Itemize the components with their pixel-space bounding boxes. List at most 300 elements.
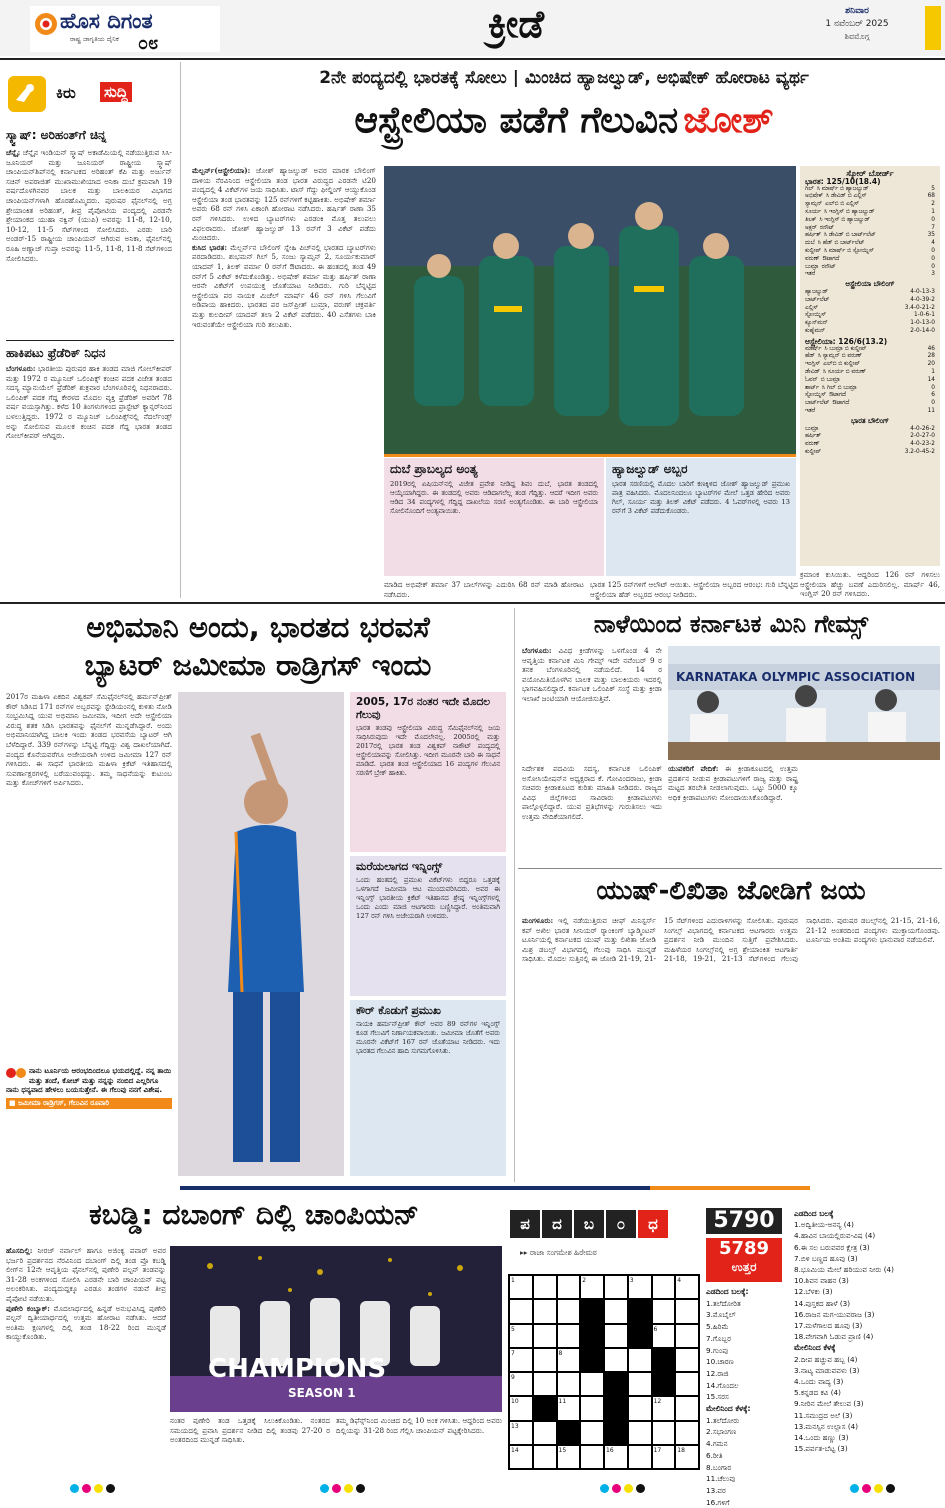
clue-item: 9.ಗುಂಪು <box>706 1345 729 1355</box>
headline-part2: ಜೋಶ್ <box>683 100 774 141</box>
clue-item: 10.ಚಾರಣ <box>706 1357 734 1367</box>
crossword-cell[interactable] <box>557 1299 581 1323</box>
crossword-cell[interactable] <box>675 1372 699 1396</box>
yush-body: ಇಲ್ಲಿ ನಡೆಯುತ್ತಿರುವ ಚೀಫ್ ಮಿನಿಸ್ಟರ್ಸ್ ಕಪ್ ಅಖಿಲ ಭಾರತ ಸೀನಿಯರ್ ರ‍್ಯಾಂಕಿಂಗ್ ಬ್ಯಾಡ್ಮಿಂಟನ್ ಟೂರ್ನಿಯಲ್ಲಿ ಕರ್ನಾಟಕದ ಯುಷ್ ಮತ್ತು ಲಿಖಿತಾ ಜೋಡಿ ಮಿಶ್ರ ಡಬಲ್ಸ್ ವಿಭಾಗದಲ್ಲಿ ಗೆಲುವು ಸಾಧಿಸಿ ಮುನ್ನಡೆ ಸಾಧಿಸಿತು. ಮೊದಲ ಸುತ್ತಿನಲ್ಲಿ ಈ ಜೋಡಿ 21-19, 21-15 ಸೆಟ್‌ಗಳಿಂದ ಎದುರಾಳಿಗಳನ್ನು ಸೋಲಿಸಿತು. ಪುರುಷರ ಸಿಂಗಲ್ಸ್ ವಿಭಾಗದಲ್ಲಿ ಕರ್ನಾಟಕದ ಆಟಗಾರರು ಉತ್ತಮ ಪ್ರದರ್ಶನ ನೀಡಿ ಮುಂದಿನ ಸುತ್ತಿಗೆ ಪ್ರವೇಶಿಸಿದರು. ಮಹಿಳೆಯರ ಸಿಂಗಲ್ಸ್‌ನಲ್ಲಿ ಅಗ್ರ ಶ್ರೇಯಾಂಕಿತ ಆಟಗಾರ್ತಿ 21-18, 19-21, 21-13 ಸೆಟ್‌ಗಳಿಂದ ಗೆಲುವು ಸಾಧಿಸಿದರು. ಪುರುಷರ ಡಬಲ್ಸ್‌ನಲ್ಲಿ 21-15, 21-16, 21-12 ಅಂತರದಿಂದ ಪಂದ್ಯಗಳು ಮುಕ್ತಾಯಗೊಂಡವು. ಟೂರ್ನಿಯ ಅಂತಿಮ ಪಂದ್ಯಗಳು ಭಾನುವಾರ ನಡೆಯಲಿವೆ. <box>522 916 940 964</box>
score-cell: ಬುಮ್ರಾ <box>805 425 819 432</box>
previous-number: 5789 <box>718 1238 770 1259</box>
india-total: ಭಾರತ: 125/10(18.4) <box>805 176 881 186</box>
crossword-cell[interactable] <box>628 1348 652 1372</box>
clue-item: 14.ಒಂದು ಹಣ್ಣು (3) <box>794 1433 849 1443</box>
score-cell: ಇಂಗ್ಲಿಸ್ <box>805 361 821 368</box>
kabaddi-body2: ಮೊದಲಾರ್ಧದಲ್ಲಿ ಹಿನ್ನಡೆ ಅನುಭವಿಸಿದ್ದ ಪುಣೇರಿ ಪಲ್ಟನ್ ದ್ವಿತೀಯಾರ್ಧದಲ್ಲಿ ಉತ್ತಮ ಹೋರಾಟ ನಡೆಸಿತು. ಆದರೆ ಅಂತಿಮ ಕ್ಷಣಗಳಲ್ಲಿ ದಿಲ್ಲಿ ತಂಡ 18-22 ರಿಂದ ಮುನ್ನಡೆ ಕಾಯ್ದುಕೊಂಡಿತು. <box>6 1303 166 1342</box>
crossword-cell[interactable] <box>557 1445 581 1469</box>
score-row <box>805 441 935 449</box>
innings-title: ಮರೆಯಲಾಗದ ಇನ್ನಿಂಗ್ಸ್ <box>356 860 443 873</box>
score-cell: 2-0-27-0 <box>910 433 935 440</box>
score-cell: ಶಾರ್ಟ್ <box>805 384 819 391</box>
jemimah-quote: ನಾನು ಟೂರ್ನಿಯ ಆರಂಭದಿಂದಲೂ ಭಯದಲ್ಲಿದ್ದೆ. ನನ್ನ ತಾಯಿ ಮತ್ತು ತಂದೆ, ಕೋಚ್ ಮತ್ತು ನನ್ನನ್ನು ನಂಬಿದ ಎಲ್ಲರಿಗೂ ನಾನು ಧನ್ಯವಾದ ಹೇಳಲು ಬಯಸುತ್ತೇನೆ. ಈ ಗೆಲುವು ನನಗೆ ವಿಶೇಷ. <box>6 1066 172 1095</box>
cell-number: 12 <box>653 1398 662 1406</box>
cricket-photo <box>384 166 796 454</box>
hazlewood-box-title: ಹ್ಯಾಜಲ್ವುಡ್ ಅಬ್ಬರ <box>612 462 688 476</box>
score-cell <box>818 271 931 279</box>
crossword-block <box>580 1299 604 1323</box>
score-row <box>805 271 935 279</box>
crossword-cell[interactable] <box>628 1421 652 1445</box>
kaur-box <box>350 1000 506 1176</box>
score-cell: 0 <box>931 255 935 262</box>
score-cell: ಹೆಡ್ <box>805 353 815 360</box>
score-cell: ಸಿ ಸೂರ್ಯ ಬಿ ವರುಣ್ <box>822 368 866 375</box>
crossword-cell[interactable] <box>533 1372 557 1396</box>
reg-black-4 <box>886 1484 895 1493</box>
clue-item: 1.ಅದ್ವಿತೀಯ-ಅನನ್ಯ (4) <box>794 1220 854 1230</box>
score-cell: ಸಿ ಇಂಗ್ಲಿಸ್ ಬಿ ಹ್ಯಾಜಲ್ವುಡ್ <box>819 216 870 223</box>
clue-item: 1.ತಲೆದೋರಿತ <box>706 1298 741 1308</box>
score-row <box>805 433 935 441</box>
dube-box <box>384 458 604 576</box>
score-cell: 5 <box>931 185 935 192</box>
paper-tagline: ರಾಷ್ಟ್ರ ಜಾಗೃತಿಯ ದೈನಿಕ <box>70 35 119 43</box>
score-cell: ಬಾರ್ಟ್‌ಲೆಟ್ <box>805 296 830 303</box>
crossword-cell[interactable] <box>652 1421 676 1445</box>
cell-number: 17 <box>653 1446 662 1454</box>
clue-item: 15.ಪರ್ವತ-ಬೆಟ್ಟ (3) <box>794 1444 848 1454</box>
score-cell: ಸಿ ಗಿಲ್ ಬಿ ಬುಮ್ರಾ <box>821 384 857 391</box>
crossword-cell[interactable] <box>580 1275 604 1299</box>
score-row <box>805 369 935 377</box>
crossword-cell[interactable] <box>557 1348 581 1372</box>
score-cell: 4-0-13-3 <box>910 288 935 295</box>
score-cell: ಬಾರ್ಟ್‌ಲೆಟ್ <box>805 400 830 407</box>
reg-cyan-3 <box>600 1484 609 1493</box>
crossword-cell[interactable] <box>533 1275 557 1299</box>
clue-item: 4.ಒಂದು ವಾದ್ಯ (3) <box>794 1377 844 1387</box>
crossword-cell[interactable] <box>675 1299 699 1323</box>
clue-item: 12.ರಾಜಿ <box>706 1368 729 1378</box>
crossword-cell[interactable] <box>675 1396 699 1420</box>
score-row <box>805 312 935 320</box>
score-cell: 20 <box>927 361 935 368</box>
score-cell: ಡೇವಿಡ್ <box>805 368 820 375</box>
score-cell: ಔಟಾಗದೆ <box>822 255 840 262</box>
score-cell: ಗಿಲ್ <box>805 185 814 192</box>
games-story <box>522 646 662 760</box>
score-cell: ಎಲ್‌ಬಿ ಬಿ ಎಲ್ಲಿಸ್ <box>825 201 860 208</box>
clue-item: 1.ತಲೆದೋರು <box>706 1415 740 1425</box>
kabaddi-photo-text: CHAMPIONS <box>208 1354 387 1384</box>
crossword-cell[interactable] <box>533 1348 557 1372</box>
sidebar-brand <box>6 72 174 116</box>
brand-suffix: ಸುದ್ದಿ <box>100 82 132 102</box>
clue-td-title: ಮೇಲಿನಿಂದ ಕೆಳಕ್ಕೆ <box>794 1343 836 1353</box>
crossword-cell[interactable] <box>675 1421 699 1445</box>
first-win-box <box>350 692 506 852</box>
score-cell: ಇತರೆ <box>805 271 816 278</box>
reg-cyan-2 <box>320 1484 329 1493</box>
score-row <box>805 305 935 313</box>
sun-emblem-icon <box>34 12 58 36</box>
prev-td-title: ಮೇಲಿನಿಂದ ಕೆಳಕ್ಕೆ: <box>706 1404 751 1414</box>
score-row <box>805 392 935 400</box>
paper-name: ಹೊಸ ದಿಗಂತ <box>60 9 153 33</box>
issue-day: ಶನಿವಾರ <box>845 6 869 16</box>
crossword-cell[interactable] <box>509 1396 533 1420</box>
score-cell: ರನೌಟ್ <box>819 224 835 231</box>
kabaddi-sub-title: ಪುಣೇರಿ ಕಂಬ್ಯಾಕ್: <box>6 1303 50 1313</box>
cell-number: 7 <box>511 1349 515 1357</box>
score-cell: 7 <box>931 224 935 231</box>
clue-item: 6.ಈ ಸಲ ಬರುವವರ ಕ್ಷೇತ್ರ (3) <box>794 1242 870 1252</box>
yush-dateline: ಮಂಗಳೂರು: <box>522 916 554 925</box>
crossword-cell[interactable] <box>652 1275 676 1299</box>
crossword-cell[interactable] <box>557 1372 581 1396</box>
puzzle-title-letter: ಧ <box>638 1210 668 1238</box>
india-batting-list <box>805 186 935 280</box>
clue-item: 5.ಕನ್ನಡದ ಕವಿ (4) <box>794 1388 841 1398</box>
page-number: ೦೮ <box>138 33 159 54</box>
aus-total: ಆಸ್ಟ್ರೇಲಿಯಾ: 126/6(13.2) <box>805 336 888 346</box>
score-cell: ಸಿ ಸ್ಯಾಮ್ಸನ್ ಬಿ ವರುಣ್ <box>817 353 862 360</box>
reg-yellow-3 <box>624 1484 633 1493</box>
cell-number: 14 <box>511 1446 519 1454</box>
crossword-cell[interactable] <box>604 1324 628 1348</box>
jemimah-photo <box>178 692 344 1176</box>
clue-list <box>794 1208 942 1478</box>
score-cell: 35 <box>927 232 935 239</box>
crossword-block <box>652 1348 676 1372</box>
puzzle-title <box>510 1210 668 1238</box>
cell-number: 5 <box>511 1325 515 1333</box>
dube-box-title: ದುಬೆ ಪ್ರಾಬಲ್ಯದ ಅಂತ್ಯ <box>390 462 478 476</box>
crossword-block <box>628 1299 652 1323</box>
score-cell: ಸಿ ಮಾರ್ಷ್ ಬಿ ಹ್ಯಾಜಲ್ವುಡ್ <box>816 185 869 192</box>
score-cell: ವರುಣ್ <box>805 441 820 448</box>
crossword-cell[interactable] <box>652 1299 676 1323</box>
score-cell: ಅಭಿಷೇಕ್ <box>805 193 824 200</box>
issue-city: ಶಿವಮೊಗ್ಗ <box>844 32 870 41</box>
score-cell: 1 <box>931 368 935 375</box>
score-cell: 3 <box>931 271 935 278</box>
crossword-cell[interactable] <box>675 1445 699 1469</box>
score-cell: 1-0-13-0 <box>910 320 935 327</box>
clue-item: 9.ನೀರಿನ ಮೇಲೆ ತೇಲುವ (3) <box>794 1399 864 1409</box>
main-story-col1 <box>192 166 376 596</box>
main-bottom-b: ಭಾರತ 125 ರನ್‌ಗಳಿಗೆ ಆಲೌಟ್ ಆಯಿತು. ಆಸ್ಟ್ರೇಲಿಯಾ ಅಬ್ಬರದ ಆರಂಭ: ಗುರಿ ಬೆನ್ನಟ್ಟಿದ ಆಸ್ಟ್ರೇಲಿಯಾ ಹೆಡ್ ಅಬ್ಬರದ ಆರಂಭ ನೀಡಿದರು. <box>590 580 798 599</box>
cell-number: 9 <box>511 1374 515 1381</box>
cell-number: 2 <box>582 1277 587 1284</box>
score-cell: ಸಿ ಇಂಗ್ಲಿಸ್ ಬಿ ಹ್ಯಾಜಲ್ವುಡ್ <box>824 208 875 215</box>
score-cell: ಸಿ ಡೇವಿಡ್ ಬಿ ಬಾರ್ಟ್‌ಲೆಟ್ <box>823 232 876 239</box>
puzzle-title-letter: ಪ <box>510 1210 540 1238</box>
main-bottom-a: ಮಾಡಿದ ಅಭಿಷೇಕ್ ಶರ್ಮಾ 37 ಬಾಲ್‌ಗಳನ್ನು ಎದುರಿಸಿ 68 ರನ್ ಮಾಡಿ ಹೋರಾಟ ನಡೆಸಿದರು. <box>384 580 584 599</box>
kabaddi-photo <box>170 1246 502 1412</box>
crossword-cell[interactable] <box>580 1421 604 1445</box>
crossword-cell[interactable] <box>533 1324 557 1348</box>
clue-item: 18.ವೇಗವಾಗಿ ಓಡುವ ಪ್ರಾಣಿ (4) <box>794 1332 874 1342</box>
crossword-cell[interactable] <box>604 1275 628 1299</box>
reg-yellow <box>94 1484 103 1493</box>
score-row <box>805 209 935 217</box>
jemimah-quote-box <box>6 1066 172 1178</box>
section-title: ಕ್ರೀಡೆ <box>488 2 545 46</box>
crossword-cell[interactable] <box>557 1396 581 1420</box>
score-cell: ದುಬೆ <box>805 240 815 247</box>
score-row <box>805 426 935 434</box>
score-cell: ಔಟಾಗದೆ <box>832 400 850 407</box>
games-body3: ಈ ಕ್ರೀಡಾಕೂಟದಲ್ಲಿ ಉತ್ತಮ ಪ್ರದರ್ಶನ ನೀಡುವ ಕ್ರೀಡಾಪಟುಗಳಿಗೆ ರಾಜ್ಯ ಮತ್ತು ರಾಷ್ಟ್ರ ಮಟ್ಟದ ತರಬೇತಿ ನೀಡಲಾಗುವುದು. ಒಟ್ಟು 5000 ಕ್ಕೂ ಅಧಿಕ ಕ್ರೀಡಾಪಟುಗಳು ನೋಂದಾಯಿಸಿಕೊಂಡಿದ್ದಾರೆ. <box>668 764 798 802</box>
score-cell: ಸಿ ಹೆಡ್ ಬಿ ಬಾರ್ಟ್‌ಲೆಟ್ <box>817 240 865 247</box>
score-cell: ರನೌಟ್ <box>821 263 836 270</box>
scorecard <box>800 166 940 566</box>
reg-magenta-4 <box>862 1484 871 1493</box>
crossword-cell[interactable] <box>557 1275 581 1299</box>
cricket-celebration-illustration <box>384 166 796 454</box>
score-cell: ಕುಹ್ನೆಮನ್ <box>805 327 826 334</box>
crossword-cell[interactable] <box>675 1275 699 1299</box>
crossword-cell[interactable] <box>675 1348 699 1372</box>
games-body2-col1 <box>522 764 662 864</box>
headline-part1: ಆಸ್ಟ್ರೇಲಿಯಾ ಪಡೆಗೆ ಗೆಲುವಿನ <box>354 100 679 141</box>
score-row <box>805 408 935 416</box>
puzzle-title-letter: ಬ <box>574 1210 604 1238</box>
crossword-block <box>580 1324 604 1348</box>
score-row <box>805 232 935 240</box>
score-cell: 68 <box>927 193 935 200</box>
clue-item: 17.ಮಳೆಗಾಲದ ಹೂವು (3) <box>794 1321 863 1331</box>
clue-lr-list <box>794 1219 942 1342</box>
score-cell: ಅಕ್ಷರ್ <box>805 224 817 231</box>
reg-black-3 <box>636 1484 645 1493</box>
aus-bowling-title: ಆಸ್ಟ್ರೇಲಿಯಾ ಬೌಲಿಂಗ್ <box>845 280 895 289</box>
score-cell: ಸಿ ಬುಮ್ರಾ ಬಿ ಕುಲ್ದೀಪ್ <box>824 345 867 352</box>
score-cell: 14 <box>927 376 935 383</box>
jemimah-quote-attrib: ■ ಜಮೀಮಾ ರಾಡ್ರಿಗಸ್, ಗೆಲುವಿನ ರೂವಾರಿ <box>6 1098 172 1110</box>
clue-item: 12.ಬೆಳಕು (3) <box>794 1287 833 1297</box>
clue-item: 8.ಭೂಮಿಯ ಮೇಲೆ ಹರಿಯುವ ನೀರು (4) <box>794 1265 894 1275</box>
crossword-cell[interactable] <box>580 1396 604 1420</box>
crossword-cell[interactable] <box>509 1348 533 1372</box>
previous-answer-badge <box>706 1238 782 1282</box>
squash-headline: ಸ್ಕ್ವಾಷ್: ಅರಿಹಂತ್‌ಗೆ ಚಿನ್ನ <box>6 128 107 142</box>
cell-number: 8 <box>558 1349 563 1357</box>
clue-item: 7.ಬಿಳಿ ಬಣ್ಣದ ಹೂವು (3) <box>794 1253 858 1263</box>
crossword-cell[interactable] <box>533 1299 557 1323</box>
score-cell: 0 <box>931 400 935 407</box>
clue-item: 4.ಹಾವಿನ ಬಾಯಲ್ಲಿರುವ-ವಿಷ (4) <box>794 1231 876 1241</box>
score-row <box>805 449 935 457</box>
crossword-cell[interactable] <box>604 1299 628 1323</box>
crossword-cell[interactable] <box>604 1348 628 1372</box>
score-cell: 46 <box>927 345 935 352</box>
score-row <box>805 256 935 264</box>
logo <box>30 6 220 52</box>
jemimah-illustration <box>178 692 344 1176</box>
clue-item: 14.ಪುಸ್ತಕದ ಹಾಳೆ (3) <box>794 1298 851 1308</box>
squash-dateline: ಚೆನ್ನೈ: <box>6 148 21 157</box>
aus-bowling-list <box>805 289 935 336</box>
crossword-cell[interactable] <box>509 1299 533 1323</box>
press-meet-illustration <box>668 646 940 760</box>
crossword-cell[interactable] <box>675 1324 699 1348</box>
cell-number: 10 <box>511 1398 519 1406</box>
score-cell: 4-0-26-2 <box>910 425 935 432</box>
photo-banner: KARNATAKA OLYMPIC ASSOCIATION <box>676 670 916 684</box>
crossword-block <box>604 1421 628 1445</box>
innings-box <box>350 856 506 996</box>
hockey-body: ಭಾರತೀಯ ಪುರುಷರ ಹಾಕಿ ತಂಡದ ಮಾಜಿ ಗೋಲ್‌ಕೀಪರ್ ಮತ್ತು 1972 ರ ಮ್ಯೂನಿಚ್ ಒಲಿಂಪಿಕ್ಸ್ ಕಂಚಿನ ಪದಕ ವಿಜೇತ ತಂಡದ ಸದಸ್ಯ ಮ್ಯಾನುಯೆಲ್ ಫ್ರೆಡೆರಿಕ್ ಶುಕ್ರವಾರ ಬೆಂಗಳೂರಿನಲ್ಲಿ ನಿಧನರಾದರು. ಒಲಿಂಪಿಕ್ ಪದಕ ಗೆದ್ದ ಕೇರಳದ ಮೊದಲ ವ್ಯಕ್ತಿ ಫ್ರೆಡೆರಿಕ್ ಅವರಿಗೆ 78 ವರ್ಷ ವಯಸ್ಸಾಗಿತ್ತು. ಕಳೆದ 10 ತಿಂಗಳುಗಳಿಂದ ಪ್ರಾಸ್ಟೇಟ್ ಕ್ಯಾನ್ಸರ್‌ನಿಂದ ಬಳಲುತ್ತಿದ್ದರು. 1972 ರ ಮ್ಯೂನಿಚ್ ಒಲಿಂಪಿಕ್ಸ್‌ನಲ್ಲಿ ನೆದರ್ಲೆಂಡ್ಸ್ ಅನ್ನು ಸೋಲಿಸುವ ಮೂಲಕ ಕಂಚಿನ ಪದಕ ಗೆದ್ದ ಭಾರತ ತಂಡದ ಗೋಲ್‌ಕೀಪರ್ ಆಗಿದ್ದರು. <box>6 364 172 441</box>
score-row <box>805 346 935 354</box>
crossword-cell[interactable] <box>652 1396 676 1420</box>
puzzle-author-name: ರಾಜಾ ಸಂಗಮೇಶ ಹಿರೇಮಠ <box>529 1248 597 1257</box>
clue-item: 11.ಚೆಲುವು <box>706 1474 736 1484</box>
clue-item: 15.ಸರಸ <box>706 1392 729 1402</box>
score-row <box>805 248 935 256</box>
score-cell: ತಿಲಕ್ <box>805 216 817 223</box>
score-cell: 2-0-14-0 <box>910 327 935 334</box>
cell-number: 18 <box>677 1446 685 1454</box>
games-body: ವಿವಿಧ ಕ್ರೀಡೆಗಳನ್ನು ಒಳಗೊಂಡ 4 ನೇ ಆವೃತ್ತಿಯ ಕರ್ನಾಟಕ ಮಿನಿ ಗೇಮ್ಸ್ ಇದೇ ನವೆಂಬರ್ 9 ರ ತನಕ ಬೆಂಗಳೂರಿನಲ್ಲಿ ನಡೆಯಲಿದೆ. 14 ರ ವಯೋಮಿತಿಯೊಳಗಿನ ಬಾಲಕ ಮತ್ತು ಬಾಲಕಿಯರು ಇದರಲ್ಲಿ ಭಾಗವಹಿಸಲಿದ್ದಾರೆ. ಕರ್ನಾಟಕ ಒಲಿಂಪಿಕ್ ಸಂಸ್ಥೆ ಮತ್ತು ಕ್ರೀಡಾ ಇಲಾಖೆ ಜಂಟಿಯಾಗಿ ಆಯೋಜಿಸುತ್ತಿವೆ. <box>522 646 662 703</box>
score-row <box>805 186 935 194</box>
crossword-cell[interactable] <box>628 1396 652 1420</box>
crossword-cell[interactable] <box>509 1372 533 1396</box>
aus-batting-list <box>805 346 935 416</box>
crossword-cell[interactable] <box>509 1275 533 1299</box>
hazlewood-box-body: ಭಾರತ ಸರಣಿಯಲ್ಲಿ ಮೊದಲ ಬಾರಿಗೆ ಕಣಕ್ಕಿಳಿದ ಜೋಶ್ ಹ್ಯಾಜಲ್ವುಡ್ ಪ್ರಮುಖ ಪಾತ್ರ ವಹಿಸಿದರು. ಮೊದಲನಿಂದಲೂ ಬ್ಯಾಟರ್‌ಗಳ ಮೇಲೆ ಒತ್ತಡ ಹೇರಿದ ಅವರು ಗಿಲ್, ಸೂರ್ಯ ಮತ್ತು ತಿಲಕ್ ವಿಕೆಟ್ ಪಡೆದರು. 4 ಓವರ್‌ಗಳಲ್ಲಿ ಅವರು 13 ರನ್‌ಗೆ 3 ವಿಕೆಟ್ ಪಡೆದುಕೊಂಡರು. <box>612 480 790 515</box>
crossword-cell[interactable] <box>652 1445 676 1469</box>
prev-lr-title: ಎಡದಿಂದ ಬಲಕ್ಕೆ: <box>706 1287 749 1296</box>
games-sub-title: ಯುವಕರಿಗೆ ವೇದಿಕೆ: <box>668 764 719 773</box>
crossword-cell[interactable] <box>580 1372 604 1396</box>
issue-date: 1 ನವೆಂಬರ್ 2025 <box>825 19 889 29</box>
crossword-cell[interactable] <box>533 1421 557 1445</box>
quote-attrib-text: ಜಮೀಮಾ ರಾಡ್ರಿಗಸ್, ಗೆಲುವಿನ ರೂವಾರಿ <box>18 1098 110 1107</box>
cell-number: 16 <box>606 1446 614 1454</box>
crossword-cell[interactable] <box>509 1421 533 1445</box>
kaur-body: ನಾಯಕಿ ಹರ್ಮನ್‌ಪ್ರೀತ್ ಕೌರ್ ಅವರ 89 ರನ್‌ಗಳ ಇನ್ನಿಂಗ್ಸ್ ಕೂಡ ಗೆಲುವಿಗೆ ನಿರ್ಣಾಯಕವಾಯಿತು. ಜಮೀಮಾ ಜೊತೆಗೆ ಅವರು ಮೂರನೇ ವಿಕೆಟ್‌ಗೆ 167 ರನ್ ಜೊತೆಯಾಟ ನೀಡಿದರು. ಇದು ಭಾರತದ ಗೆಲುವಿನ ಹಾದಿ ಸುಗಮಗೊಳಿಸಿತು. <box>356 1020 500 1055</box>
score-cell: 0 <box>931 216 935 223</box>
dube-box-body: 2019ರಲ್ಲಿ ಏಷಿಯನ್‌ನಲ್ಲಿ ವಿಜೇತ ಪ್ರವೇಶ ನೀಡಿದ್ದ ಶಿವಂ ದುಬೆ, ಭಾರತ ತಂಡದಲ್ಲಿ ಆಯ್ಕೆಯಾಗಿದ್ದರು. ಈ ತಂಡದಲ್ಲಿ ಅವರು ಆಡಿದಾಗಲೆಲ್ಲ ತಂಡ ಗೆದ್ದಿತ್ತು. ಆದರೆ ಇದೀಗ ಅವರು ಆಡಿದ 34 ಪಂದ್ಯಗಳಲ್ಲಿ ಗೆದ್ದಿದ್ದ ದಾಖಲೆಯ ಸರಣಿ ಅಂತ್ಯಗೊಂಡಿತು. ಈ ಬಾರಿ ಆಸ್ಟ್ರೇಲಿಯಾ ಸೋಲಿನೊಂದಿಗೆ ಅಂತ್ಯವಾಯಿತು. <box>390 480 598 515</box>
score-row <box>805 377 935 385</box>
crossword-block <box>604 1396 628 1420</box>
crossword-cell[interactable] <box>628 1275 652 1299</box>
clue-item: 16.ರಾಜನ ಮಗ-ಯುವರಾಜ (3) <box>794 1309 875 1319</box>
clue-item: 5.ಹಿರಿಮೆ <box>706 1322 729 1332</box>
hockey-dateline: ಬೆಂಗಳೂರು: <box>6 364 36 373</box>
score-cell: ಸ್ಟೋಯ್ನಿಸ್ <box>805 392 827 399</box>
score-cell: ಕ್ಯೂನ್‌ಮನ್ <box>805 320 828 327</box>
clue-item: 6.ರೀತಿ <box>706 1450 723 1460</box>
jemimah-body: 2017ರ ಮಹಿಳಾ ಏಕದಿನ ವಿಶ್ವಕಪ್ ಸೆಮಿಫೈನಲ್‌ನಲ್ಲಿ ಹರ್ಮನ್‌ಪ್ರೀತ್ ಕೌರ್ ಸಿಡಿಸಿದ 171 ರನ್‌ಗಳ ಅಬ್ಬರವನ್ನು ಸ್ಟೇಡಿಯಂನಲ್ಲಿ ಕುಳಿತು ನೋಡಿ ಸಂಭ್ರಮಿಸಿದ್ದ ಯುವ ಅಭಿಮಾನಿ ಜಮೀಮಾ, ಇದೀಗ ಅದೇ ಆಸ್ಟ್ರೇಲಿಯಾ ವಿರುದ್ಧ ಶತಕ ಸಿಡಿಸಿ ಭಾರತವನ್ನು ಫೈನಲ್‌ಗೆ ಮುನ್ನಡೆಸಿದ್ದಾರೆ. ಅಂದು ಅಭಿಮಾನಿಯಾಗಿದ್ದ ಬಾಲಕಿ ಇಂದು ತಂಡದ ಭರವಸೆಯ ಬ್ಯಾಟರ್ ಆಗಿ ಬೆಳೆದಿದ್ದಾರೆ. 339 ರನ್‌ಗಳನ್ನು ಬೆನ್ನಟ್ಟಿ ಗೆದ್ದಿದ್ದು ವಿಶ್ವ ದಾಖಲೆಯಾಗಿದೆ. ಪಂದ್ಯದ ಕೊನೆಯವರೆಗೂ ಅಜೇಯರಾಗಿ ಉಳಿದ ಜಮೀಮಾ 127 ರನ್ ಗಳಿಸಿದರು. ಈ ಸಾಧನೆ ಭಾರತೀಯ ಮಹಿಳಾ ಕ್ರಿಕೆಟ್ ಇತಿಹಾಸದಲ್ಲಿ ಸುವರ್ಣಾಕ್ಷರಗಳಲ್ಲಿ ಬರೆಯುವಂಥದ್ದು. ತಮ್ಮ ಸಾಧನೆಯನ್ನು ಕುಟುಂಬ ಮತ್ತು ಕೋಚ್‌ಗಳಿಗೆ ಅರ್ಪಿಸಿದರು. <box>6 692 172 788</box>
main-col2-title: ಕುಸಿದ ಭಾರತ: <box>192 242 228 252</box>
cell-number: 4 <box>677 1277 682 1284</box>
score-row <box>805 240 935 248</box>
score-cell: ಬುಮ್ರಾ <box>805 263 819 270</box>
games-extra-col <box>806 764 940 864</box>
crossword-block <box>580 1348 604 1372</box>
score-cell: 0 <box>931 247 935 254</box>
crossword-cell[interactable] <box>628 1445 652 1469</box>
score-cell: ಹ್ಯಾಜಲ್ವುಡ್ <box>805 288 828 295</box>
crossword-cell[interactable] <box>557 1324 581 1348</box>
reg-cyan <box>70 1484 79 1493</box>
hazlewood-box <box>606 458 796 576</box>
score-cell: ಎಲ್‌ಬಿ ಬಿ ಕುಲ್ದೀಪ್ <box>823 361 860 368</box>
score-cell: ವರುಣ್ <box>805 255 820 262</box>
kaur-title: ಕೌರ್ ಕೊಡುಗೆ ಪ್ರಮುಖ <box>356 1004 441 1017</box>
crossword-block <box>652 1372 676 1396</box>
kabaddi-headline: ಕಬಡ್ಡಿ: ದಬಾಂಗ್ ದಿಲ್ಲಿ ಚಾಂಪಿಯನ್ <box>89 1198 419 1231</box>
puzzle-title-letter: ದ <box>542 1210 572 1238</box>
crossword-cell[interactable] <box>652 1324 676 1348</box>
crossword-grid <box>508 1274 700 1470</box>
crossword-block <box>604 1372 628 1396</box>
score-row <box>805 225 935 233</box>
cell-number: 15 <box>558 1446 567 1454</box>
pointing-hand-icon <box>6 74 48 114</box>
score-cell: 3.2-0-45-2 <box>904 448 935 455</box>
crossword-cell[interactable] <box>533 1445 557 1469</box>
kabaddi-body3: ನಂತರ ಪುಣೇರಿ ತಂಡ ಒತ್ತಡಕ್ಕೆ ಸಿಲುಕಿಕೊಂಡಿತು. ನಂತರದ ಸಮಯದಲ್ಲಿ ಪ್ರವಾಸಿ ಪ್ರದರ್ಶನ ನೀಡಿದ ದಿಲ್ಲಿ ತಂಡವು 27-20 ರ ಅಂತರದಿಂದ ಮುನ್ನಡೆ ಸಾಧಿಸಿತು. <box>170 1416 330 1445</box>
score-cell: ಇತರೆ <box>805 407 816 414</box>
crossword-cell[interactable] <box>509 1324 533 1348</box>
reg-yellow-2 <box>344 1484 353 1493</box>
score-row <box>805 201 935 209</box>
jemimah-headline-2: ಬ್ಯಾಟರ್ ಜಮೀಮಾ ರಾಡ್ರಿಗಸ್ ಇಂದು <box>84 648 432 682</box>
reg-black <box>106 1484 115 1493</box>
reg-magenta-3 <box>612 1484 621 1493</box>
clue-item: 7.ಗೊಬ್ಬರ <box>706 1333 732 1343</box>
clue-lr-title: ಎಡದಿಂದ ಬಲಕ್ಕೆ <box>794 1209 834 1218</box>
crossword-cell[interactable] <box>628 1372 652 1396</box>
clue-item: 14.ಗೊಂದಲ <box>706 1380 739 1390</box>
score-cell: ಕುಲ್ದೀಪ್ <box>805 247 821 254</box>
score-cell: 0 <box>931 263 935 270</box>
clue-item: 11.ಸಮುದ್ರದ ಅಲೆ (3) <box>794 1410 853 1420</box>
registration-marks <box>0 1482 945 1495</box>
cell-number: 11 <box>558 1398 567 1406</box>
crossword-cell[interactable] <box>580 1445 604 1469</box>
score-cell: ಹರ್ಷಿತ್ <box>805 433 821 440</box>
clue-item: 13.ಮನಸ್ಸಿನ ಉಲ್ಲಾಸ (4) <box>794 1421 859 1431</box>
reg-magenta-2 <box>332 1484 341 1493</box>
ind-bowling-title: ಭಾರತ ಬೌಲಿಂಗ್ <box>850 416 890 425</box>
score-cell: 0 <box>931 384 935 391</box>
crossword-cell[interactable] <box>604 1445 628 1469</box>
squash-story <box>6 148 172 338</box>
reg-yellow-4 <box>874 1484 883 1493</box>
kabaddi-body4: ತಮ್ಮ ಡಿಫೆನ್ಸ್‌ನಿಂದ ಮಿಂಚಿದ ದಿಲ್ಲಿ 10 ಅಂಕ ಗಳಿಸಿತು. ಆದ್ದರಿಂದ ಅವರು ದಿಲ್ಲಿಯನ್ನು 31-28 ರಿಂದ ಗೆಲ್ಲಿಸಿ ಚಾಂಪಿಯನ್ ಪಟ್ಟಕ್ಕೇರಿಸಿದರು. <box>336 1416 502 1435</box>
crossword-block <box>557 1421 581 1445</box>
kabaddi-story <box>6 1246 166 1478</box>
squash-body: ಚೆನ್ನೈನ ಇಂಡಿಯನ್ ಸ್ಕ್ವಾಷ್ ಅಕಾಡೆಮಿಯಲ್ಲಿ ನಡೆಯುತ್ತಿರುವ ಸಿಸಿ-ಜೂನಿಯರ್ ಮತ್ತು ಜೂನಿಯರ್ ರಾಷ್ಟ್ರೀಯ ಸ್ಕ್ವಾಷ್ ಚಾಂಪಿಯನ್‌ಶಿಪ್‌ನಲ್ಲಿ ಕರ್ನಾಟಕದ ಅರಿಹಂತ್ ಕೆಪಿ ಮತ್ತು ಅರ್ಜುನ್ ಸಚಿನ್ ಅಪರಾಜಿತ್ ಮುಖಾಮುಖಿಯಾದ ಅನಿಕಾ ದುಬೆ ಕ್ರಮವಾಗಿ 19 ವರ್ಷದೊಳಗಿನವರ ಬಾಲಕ ಮತ್ತು ಬಾಲಕಿಯರ ವಿಭಾಗದ ಚಾಂಪಿಯನ್‌ಗಳಾಗಿ ಹೊರಹೊಮ್ಮಿದರು. ಪುರುಷರ ಫೈನಲ್‌ನಲ್ಲಿ ಅಗ್ರ ಶ್ರೇಯಾಂಕಿತ ಅರಿಹಂತ್, ತೀವ್ರ ಪೈಪೋಟಿಯ ಪಂದ್ಯದಲ್ಲಿ ಎರಡನೇ ಶ್ರೇಯಾಂಕದ ಯುಹಾ ನಕ್ವಿನ್ (ಯುಪಿ) ಅವರನ್ನು 11-8, 12-10, 10-12, 11-5 ಸೆಟ್‌ಗಳಿಂದ ಸೋಲಿಸಿದರು. ಎರಡು ಬಾರಿ ಅಂಡರ್-15 ರಾಷ್ಟ್ರೀಯ ಚಾಂಪಿಯನ್ ಆಗಿರುವ ಅನಿಕಾ, ಫೈನಲ್‌ನಲ್ಲಿ ರೂಹಿ ಅಣ್ಣಾಜ್ ಗುಪ್ತಾ ಅವರನ್ನು 11-5, 11-8, 11-8 ಸೆಟ್‌ಗಳಿಂದ ಸೋಲಿಸಿದರು. <box>6 148 172 263</box>
clue-item: 8.ಬಂಗಾರ <box>706 1462 732 1472</box>
score-cell: ಸ್ಟೋಯ್ನಿಸ್ <box>805 312 827 319</box>
main-bottom-c: ಕ್ರಮಾಂಕ ಕುಸಿಯಿತು. ಆದ್ದರಿಂದ 126 ರನ್ ಗಳಿಸಲು ಆಸ್ಟ್ರೇಲಿಯಾ ಹೆಚ್ಚು ಬವಣೆ ಎದುರಿಸಲಿಲ್ಲ. ಮಾರ್ಷ್ 46, ಇಂಗ್ಲಿಸ್ 20 ರನ್ ಗಳಿಸಿದರು. <box>800 570 940 599</box>
brand-prefix: ಕಿರು <box>56 84 76 102</box>
crossword-block <box>533 1396 557 1420</box>
cell-number: 13 <box>511 1422 519 1430</box>
score-cell: ಸಿ ಮಾರ್ಷ್ ಬಿ ಸ್ಟೋಯ್ನಿಸ್ <box>823 247 874 254</box>
score-cell: 3.4-0-21-2 <box>904 304 935 311</box>
score-cell: 28 <box>927 353 935 360</box>
crossword-cell[interactable] <box>509 1445 533 1469</box>
score-cell: ಎಲ್ಲಿಸ್ <box>805 304 819 311</box>
clue-item: 3.ಮೊಬೈಲ್ <box>706 1310 736 1320</box>
games-body3-col <box>668 764 798 864</box>
reg-cyan-4 <box>850 1484 859 1493</box>
score-cell: ಸ್ಯಾಮ್ಸನ್ <box>805 201 823 208</box>
reg-black-2 <box>356 1484 365 1493</box>
